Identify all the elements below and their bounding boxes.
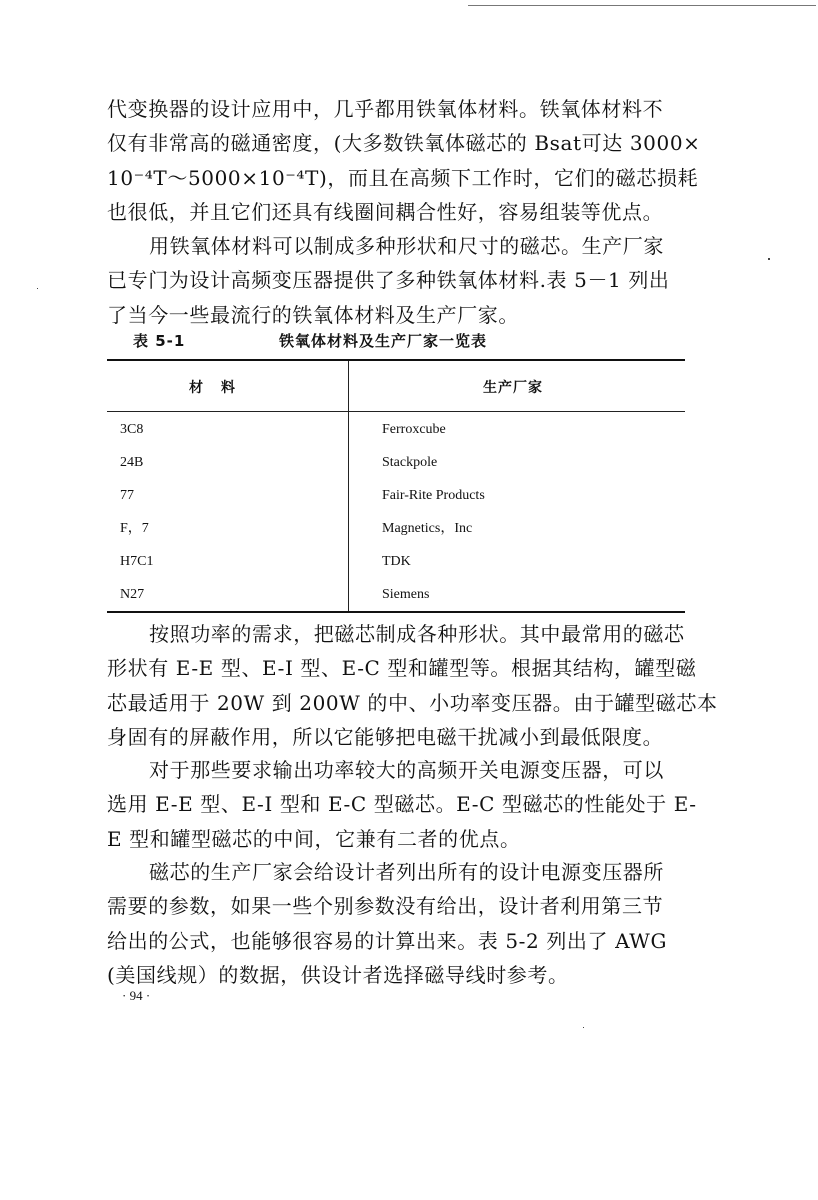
text-line: 对于那些要求输出功率较大的高频开关电源变压器，可以 (149, 758, 664, 782)
text-line: 也很低，并且它们还具有线圈间耦合性好，容易组装等优点。 (107, 200, 664, 225)
table-row (107, 479, 685, 512)
table-row (107, 545, 685, 578)
text-line: 选用 E-E 型、E-I 型和 E-C 型磁芯。E-C 型磁芯的性能处于 E- (107, 792, 697, 817)
manufacturer-cell: Fair-Rite Products (382, 488, 485, 503)
text-line: (美国线规）的数据，供设计者选择磁导线时参考。 (107, 963, 569, 988)
table-row (107, 512, 685, 545)
text-line: 芯最适用于 20W 到 200W 的中、小功率变压器。由于罐型磁芯本 (107, 690, 718, 715)
table-row (107, 413, 685, 446)
material-cell: 3C8 (120, 422, 144, 437)
table-row (107, 578, 685, 611)
text-line: 代变换器的设计应用中，几乎都用铁氧体材料。铁氧体材料不 (107, 97, 664, 121)
paragraph-4 (107, 753, 697, 856)
paragraph-2 (107, 229, 687, 332)
paragraph-5 (107, 855, 687, 993)
text-line: 按照功率的需求，把磁芯制成各种形状。其中最常用的磁芯 (149, 622, 685, 646)
header-divider (107, 411, 685, 412)
paragraph-1 (107, 92, 701, 230)
material-cell: F，7 (120, 521, 149, 536)
manufacturer-cell: Magnetics，Inc (382, 521, 473, 536)
table-title: 铁氧体材料及生产厂家一览表 (279, 332, 488, 350)
table-label: 表 5-1 (133, 332, 186, 350)
top-rule (468, 5, 816, 6)
text-line: 形状有 E-E 型、E-I 型、E-C 型和罐型等。根据其结构，罐型磁 (107, 656, 697, 681)
manufacturer-cell: Ferroxcube (382, 422, 446, 437)
manufacturer-cell: Siemens (382, 587, 430, 602)
header-manufacturer: 生产厂家 (483, 380, 543, 396)
manufacturer-cell: Stackpole (382, 455, 438, 470)
material-cell: N27 (120, 587, 145, 602)
scan-speck (37, 288, 38, 289)
page-number: · 94 · (122, 988, 151, 1003)
text-line: 磁芯的生产厂家会给设计者列出所有的设计电源变压器所 (149, 860, 664, 884)
manufacturer-cell: TDK (382, 554, 411, 569)
text-line: 身固有的屏蔽作用，所以它能够把电磁干扰减小到最低限度。 (107, 725, 664, 750)
material-cell: H7C1 (120, 554, 154, 569)
text-line: E 型和罐型磁芯的中间，它兼有二者的优点。 (107, 826, 521, 851)
text-line: 用铁氧体材料可以制成多种形状和尺寸的磁芯。生产厂家 (149, 234, 664, 258)
materials-table (107, 359, 685, 613)
table-row (107, 446, 685, 479)
scan-speck (768, 258, 770, 260)
text-line: 10⁻⁴T～5000×10⁻⁴T)，而且在高频下工作时，它们的磁芯损耗 (107, 165, 699, 190)
text-line: 需要的参数，如果一些个别参数没有给出，设计者利用第三节 (107, 894, 664, 919)
material-cell: 77 (120, 488, 134, 503)
text-line: 已专门为设计高频变压器提供了多种铁氧体材料.表 5－1 列出 (107, 268, 670, 293)
header-material: 材料 (189, 380, 253, 396)
paragraph-3 (107, 617, 718, 755)
text-line: 仅有非常高的磁通密度，(大多数铁氧体磁芯的 Bsat可达 3000× (107, 131, 701, 156)
text-line: 给出的公式，也能够很容易的计算出来。表 5-2 列出了 AWG (107, 928, 668, 953)
scan-speck (583, 1027, 584, 1028)
text-line: 了当今一些最流行的铁氧体材料及生产厂家。 (107, 302, 519, 327)
material-cell: 24B (120, 455, 144, 470)
